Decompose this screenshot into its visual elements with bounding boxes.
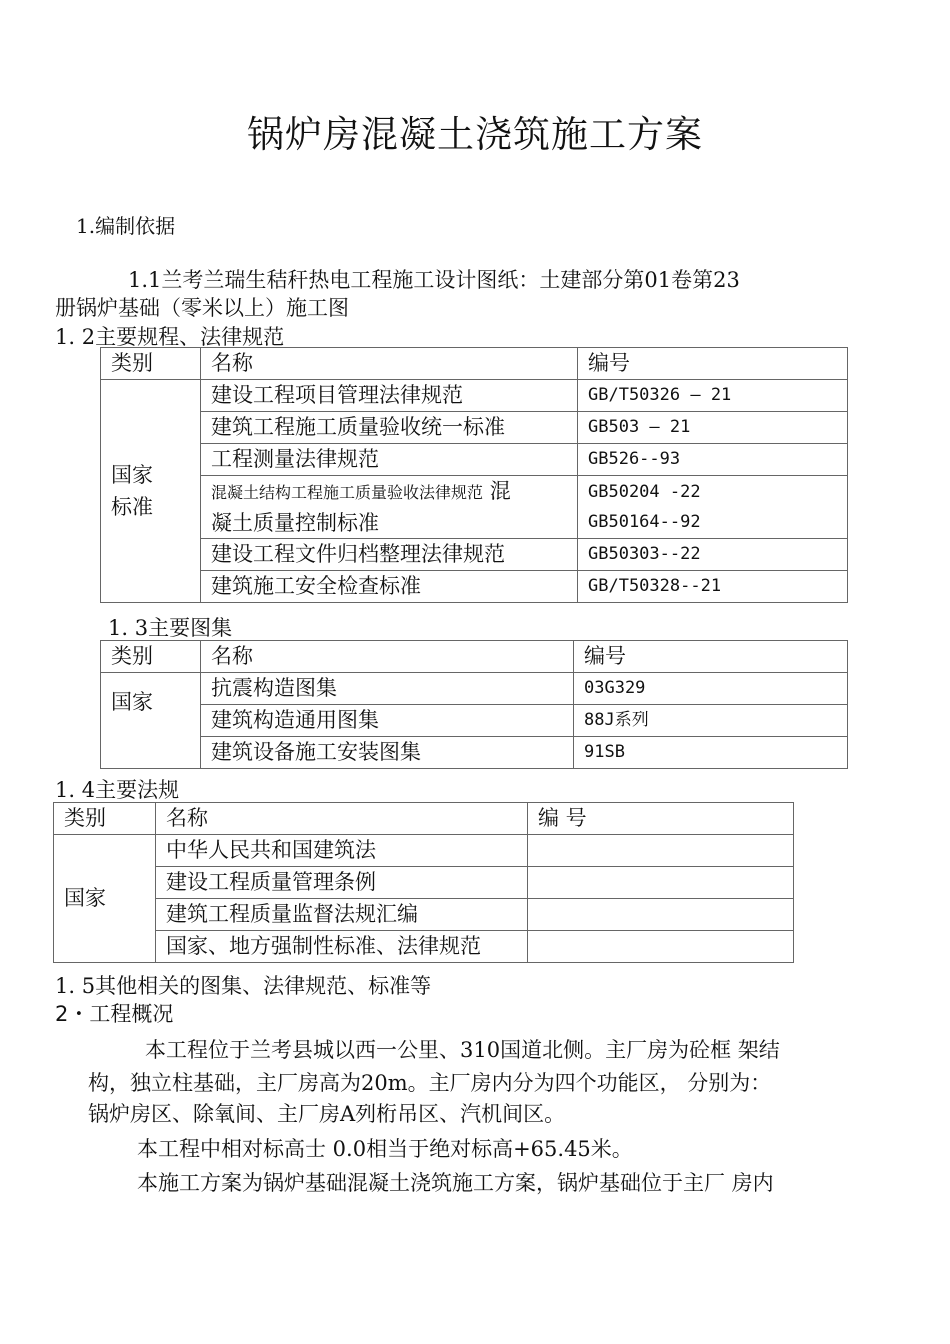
overview-para1-line2: 构，独立柱基础，主厂房高为20m。主厂房内分为四个功能区， 分别为： xyxy=(88,1071,772,1095)
name-cell: 建设工程质量管理条例 xyxy=(156,867,528,899)
header-name: 名称 xyxy=(201,641,574,673)
name-small-text: 混凝土结构工程施工质量验收法律规范 xyxy=(211,483,484,502)
header-code: 编 号 xyxy=(528,803,794,835)
header-code: 编号 xyxy=(574,641,848,673)
name-cell: 建筑工程质量监督法规汇编 xyxy=(156,899,528,931)
heading-1-3: 1. 3主要图集 xyxy=(108,616,233,640)
code-cell: GB503 – 21 xyxy=(578,412,848,444)
table-row xyxy=(101,737,848,769)
basis-1-1-line1: 1.1兰考兰瑞生秸秆热电工程施工设计图纸：土建部分第01卷第23 xyxy=(128,268,740,292)
table-header-row xyxy=(101,641,848,673)
code-cell xyxy=(528,867,794,899)
section-2-heading: 2・工程概况 xyxy=(55,1002,174,1026)
overview-para3: 本施工方案为锅炉基础混凝土浇筑施工方案，锅炉基础位于主厂 房内 xyxy=(137,1171,774,1195)
table-row xyxy=(54,931,794,963)
table-header-row xyxy=(54,803,794,835)
category-cell: 国家标准 xyxy=(101,380,201,603)
basis-1-1-line2: 册锅炉基础（零米以上）施工图 xyxy=(55,296,349,320)
code-line1: GB50204 -22 xyxy=(588,482,701,502)
code-cell: 91SB xyxy=(574,737,848,769)
code-cell: 03G329 xyxy=(574,673,848,705)
table-row xyxy=(54,867,794,899)
name-cell: 建筑构造通用图集 xyxy=(201,705,574,737)
overview-para2: 本工程中相对标高士 0.0相当于绝对标高+65.45米。 xyxy=(137,1137,633,1161)
standards-table xyxy=(100,347,848,603)
name-line2-text: 凝土质量控制标准 xyxy=(211,511,379,535)
name-cell: 建筑施工安全检查标准 xyxy=(201,571,578,603)
category-cell: 国家 xyxy=(54,835,156,963)
section-1-heading: 1.编制依据 xyxy=(76,214,176,238)
code-cell: GB/T50328--21 xyxy=(578,571,848,603)
header-name: 名称 xyxy=(201,348,578,380)
table-row xyxy=(101,571,848,603)
header-name: 名称 xyxy=(156,803,528,835)
header-category: 类别 xyxy=(54,803,156,835)
table-row xyxy=(101,412,848,444)
overview-para1-line1: 本工程位于兰考县城以西一公里、310国道北侧。主厂房为砼框 架结 xyxy=(145,1038,780,1062)
code-cell: GB526--93 xyxy=(578,444,848,476)
table-row xyxy=(54,835,794,867)
name-cell: 建筑工程施工质量验收统一标准 xyxy=(201,412,578,444)
name-cell xyxy=(201,476,578,539)
code-line2: GB50164--92 xyxy=(588,512,701,532)
code-cell xyxy=(578,476,848,539)
table-row xyxy=(101,539,848,571)
name-cell: 工程测量法律规范 xyxy=(201,444,578,476)
name-cell: 中华人民共和国建筑法 xyxy=(156,835,528,867)
overview-para1-line3: 锅炉房区、除氧间、主厂房A列桁吊区、汽机间区。 xyxy=(88,1102,566,1126)
code-cell: GB50303--22 xyxy=(578,539,848,571)
name-cell: 建设工程文件归档整理法律规范 xyxy=(201,539,578,571)
table-row xyxy=(101,380,848,412)
document-title: 锅炉房混凝土浇筑施工方案 xyxy=(247,113,703,156)
name-cell: 国家、地方强制性标准、法律规范 xyxy=(156,931,528,963)
code-cell xyxy=(528,835,794,867)
header-category: 类别 xyxy=(101,641,201,673)
category-cell: 国家 xyxy=(101,673,201,769)
code-cell xyxy=(528,899,794,931)
table-header-row xyxy=(101,348,848,380)
laws-table xyxy=(53,802,794,963)
table-row xyxy=(101,673,848,705)
name-cell: 抗震构造图集 xyxy=(201,673,574,705)
code-cell xyxy=(528,931,794,963)
table-row xyxy=(101,444,848,476)
table-row xyxy=(54,899,794,931)
heading-1-2: 1. 2主要规程、法律规范 xyxy=(55,325,285,349)
table-row xyxy=(101,705,848,737)
header-code: 编号 xyxy=(578,348,848,380)
table-row xyxy=(101,476,848,539)
code-cell: 88J系列 xyxy=(574,705,848,737)
heading-1-4: 1. 4主要法规 xyxy=(55,778,180,802)
name-cell: 建筑设备施工安装图集 xyxy=(201,737,574,769)
heading-1-5: 1. 5其他相关的图集、法律规范、标准等 xyxy=(55,974,432,998)
code-cell: GB/T50326 – 21 xyxy=(578,380,848,412)
name-cell: 建设工程项目管理法律规范 xyxy=(201,380,578,412)
name-tail-text: 混 xyxy=(489,479,511,503)
header-category: 类别 xyxy=(101,348,201,380)
atlas-table xyxy=(100,640,848,769)
